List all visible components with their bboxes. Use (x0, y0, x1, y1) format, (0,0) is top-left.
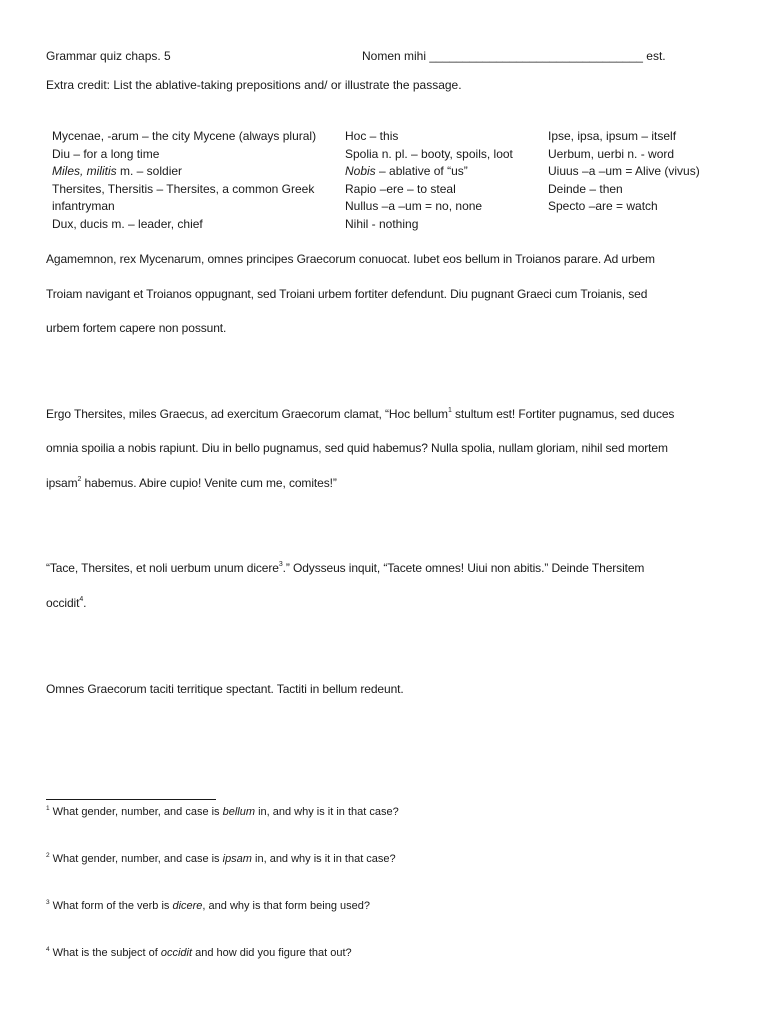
footnote-text: What gender, number, and case is (52, 853, 223, 865)
vocab-item: Thersites, Thersitis – Thersites, a common Greek (52, 181, 315, 196)
vocab-item: Diu – for a long time (52, 146, 160, 161)
footnote-text: What is the subject of (52, 947, 161, 959)
vocab-column-3 (548, 128, 700, 216)
vocab-term: Nobis (345, 164, 376, 179)
vocab-item: Mycenae, -arum – the city Mycene (always plural) (52, 129, 317, 143)
passage-line (46, 596, 86, 610)
passage-line (46, 476, 337, 490)
footnote-separator (46, 799, 216, 800)
vocab-item (345, 163, 513, 181)
footnote-number: 4 (46, 946, 50, 954)
passage-text: Ergo Thersites, miles Graecus, ad exercitum Graecorum clamat, “Hoc bellum (46, 407, 448, 421)
footnote-ref: 3 (278, 561, 283, 568)
passage-text: ipsam (46, 476, 78, 490)
vocab-item: Uiuus –a –um = Alive (vivus) (548, 164, 700, 179)
footnote-text: , and why is that form being used? (202, 900, 370, 912)
passage-line: Agamemnon, rex Mycenarum, omnes principes Graecorum conuocat. Iubet eos bellum in Troianos parare. Ad urbem (46, 252, 655, 266)
vocab-column-2 (345, 128, 513, 234)
footnote-number: 2 (46, 852, 50, 860)
passage-text: “Tace, Thersites, et noli uerbum unum dicere (46, 561, 279, 575)
extra-credit: Extra credit: List the ablative-taking prepositions and/ or illustrate the passage. (46, 78, 462, 92)
name-label: Nomen mihi (362, 49, 427, 63)
vocab-item: Uerbum, uerbi n. - word (548, 146, 675, 161)
vocab-gloss: – ablative of “us” (375, 164, 468, 179)
footnote-text: What form of the verb is (52, 900, 173, 912)
footnote-text: in, and why is it in that case? (251, 853, 396, 865)
passage-line: Omnes Graecorum taciti territique spectant. Tactiti in bellum redeunt. (46, 682, 404, 696)
name-line (362, 49, 666, 63)
footnote-text: What gender, number, and case is (52, 806, 223, 818)
name-suffix: est. (646, 49, 666, 63)
passage-text: stultum est! Fortiter pugnamus, sed duces (451, 407, 675, 421)
passage-line: urbem fortem capere non possunt. (46, 321, 227, 335)
vocab-item: Nullus –a –um = no, none (345, 199, 483, 214)
footnote-ref: 4 (79, 596, 84, 603)
passage-text: occidit (46, 596, 80, 610)
footnote-ref: 2 (77, 476, 82, 483)
vocab-gloss: m. – soldier (116, 164, 183, 179)
footnote-ref: 1 (447, 407, 452, 414)
vocab-item: Nihil - nothing (345, 216, 419, 231)
vocab-item: Rapio –ere – to steal (345, 181, 456, 196)
footnote-number: 3 (46, 899, 50, 907)
vocab-item: Ipse, ipsa, ipsum – itself (548, 129, 677, 143)
footnote-text: in, and why is it in that case? (255, 806, 399, 818)
vocab-term: Miles, militis (52, 164, 117, 179)
vocab-item: Dux, ducis m. – leader, chief (52, 216, 203, 231)
vocab-item: Deinde – then (548, 181, 623, 196)
passage-line (46, 561, 644, 575)
footnote-3 (46, 900, 370, 913)
passage-line: Troiam navigant et Troianos oppugnant, sed Troiani urbem fortiter defendunt. Diu pugnant Graeci cum Troianis, sed (46, 287, 648, 301)
footnote-2 (46, 853, 396, 866)
footnote-1 (46, 806, 399, 819)
vocab-item: Specto –are = watch (548, 199, 658, 214)
passage-text: .” Odysseus inquit, “Tacete omnes! Uiui non abitis.” Deinde Thersitem (282, 561, 645, 575)
footnote-term: ipsam (222, 853, 252, 865)
quiz-title: Grammar quiz chaps. 5 (46, 49, 171, 63)
footnote-text: and how did you figure that out? (192, 947, 352, 959)
vocab-column-1 (52, 128, 316, 234)
footnote-number: 1 (46, 805, 50, 813)
footnote-4 (46, 947, 352, 960)
vocab-item: Hoc – this (345, 129, 399, 143)
footnote-term: occidit (160, 947, 193, 959)
footnote-term: dicere (172, 900, 203, 912)
passage-line (46, 407, 674, 421)
vocab-item (52, 163, 316, 181)
name-blank: ________________________________ (429, 49, 643, 63)
passage-text: . (83, 596, 87, 610)
passage-line: omnia spoilia a nobis rapiunt. Diu in bello pugnamus, sed quid habemus? Nulla spolia, nullam gloriam, nihil sed mortem (46, 441, 668, 455)
vocab-item: Spolia n. pl. – booty, spoils, loot (345, 146, 513, 161)
vocab-item: infantryman (52, 199, 115, 214)
passage-text: habemus. Abire cupio! Venite cum me, comites!” (81, 476, 337, 490)
footnote-term: bellum (222, 806, 256, 818)
